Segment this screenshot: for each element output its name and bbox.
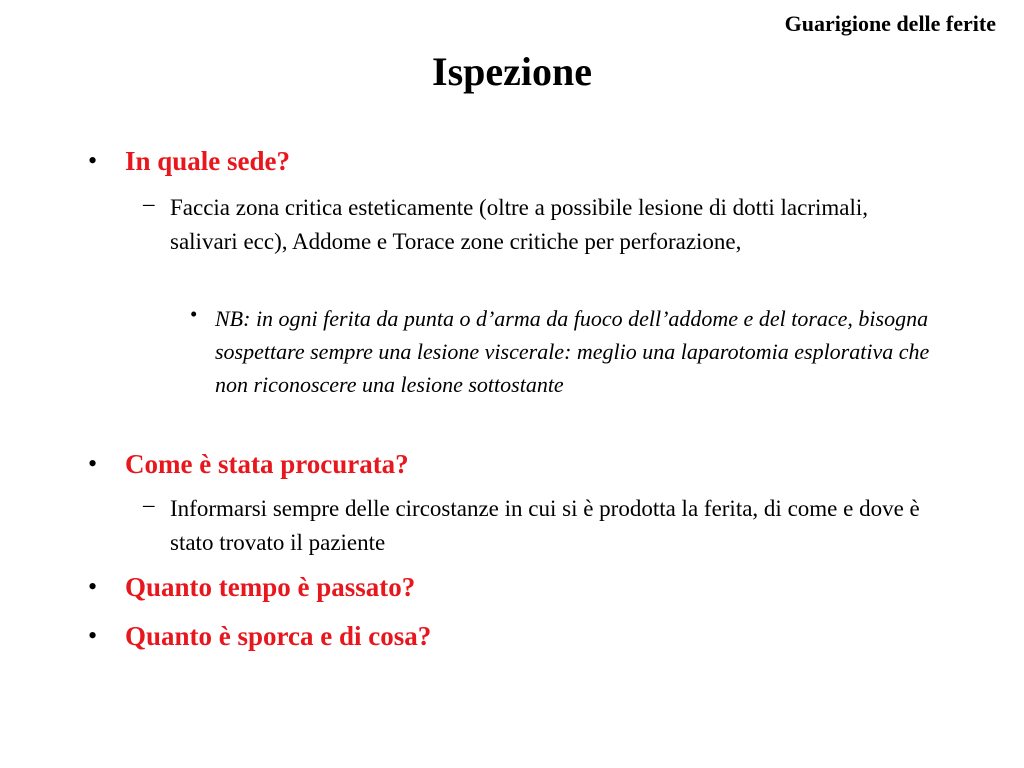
subitem-text: Faccia zona critica esteticamente (oltre a possibile lesione di dotti lacrimali, salivari ecc), Addome e Torace zone critiche per perforazione, (170, 195, 869, 254)
bullet-icon: • (88, 572, 98, 601)
bullet-heading: Quanto è sporca e di cosa? (125, 621, 432, 651)
bullet-icon: • (190, 302, 198, 326)
dash-icon: – (143, 492, 155, 517)
bullet-heading: In quale sede? (125, 146, 291, 176)
bullet-heading: Quanto tempo è passato? (125, 572, 416, 602)
section-label: Guarigione delle ferite (784, 11, 996, 36)
dash-icon: – (143, 191, 155, 216)
slide-title: Ispezione (432, 49, 592, 94)
note-text: NB: in ogni ferita da punta o d’arma da fuoco dell’addome e del torace, bisogna sospettare sempre una lesione viscerale: meglio una laparotomia esplorativa che non riconoscere una lesione sottostante (215, 306, 930, 397)
bullet-icon: • (88, 449, 98, 478)
bullet-icon: • (88, 621, 98, 650)
bullet-heading: Come è stata procurata? (125, 449, 409, 479)
subitem-text: Informarsi sempre delle circostanze in cui si è prodotta la ferita, di come e dove è stato trovato il paziente (170, 496, 920, 555)
bullet-icon: • (88, 146, 98, 175)
